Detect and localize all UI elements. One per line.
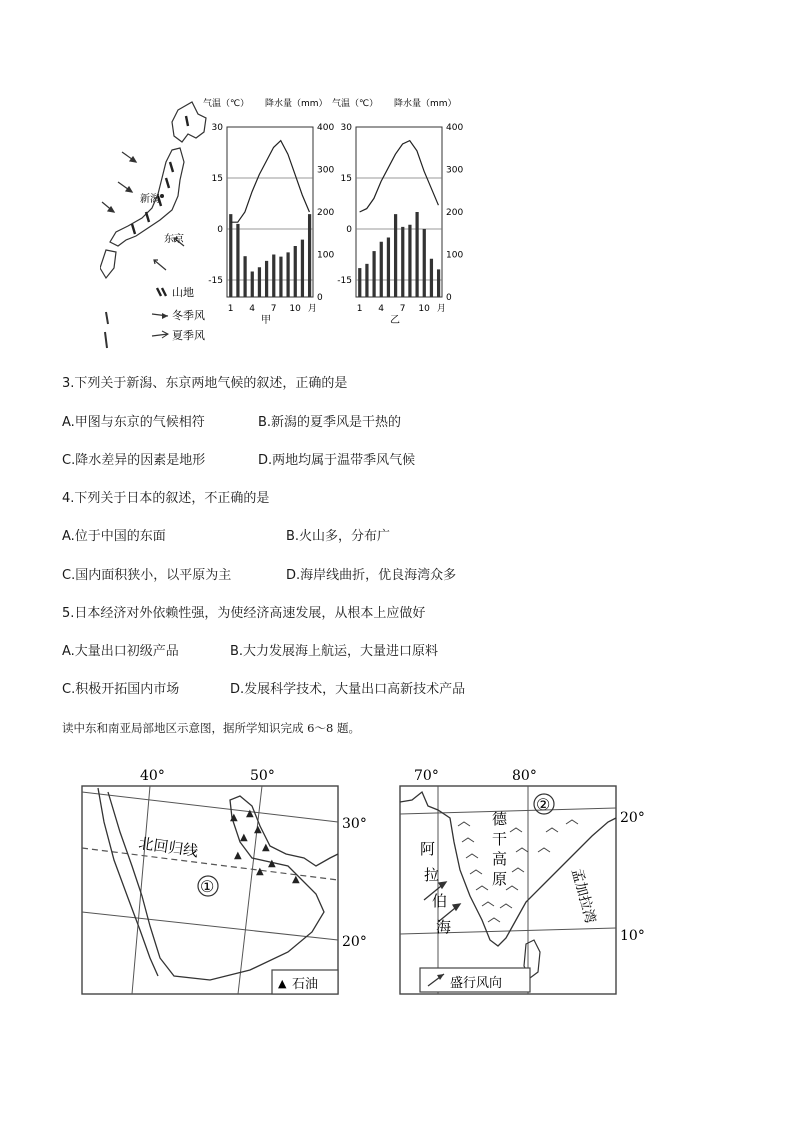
top-figure xyxy=(100,92,480,357)
precip-tick-label: 300 xyxy=(317,165,335,176)
red-sea-coast xyxy=(98,788,158,976)
question-5-stem: 5.日本经济对外依赖性强，为使经济高速发展，从根本上应做好 xyxy=(62,606,426,621)
middle-east-map-svg xyxy=(80,762,380,1002)
precip-bar xyxy=(430,259,433,297)
top-figure-svg xyxy=(100,92,480,357)
question-4-stem: 4.下列关于日本的叙述，不正确的是 xyxy=(62,491,270,506)
chart-title: 甲 xyxy=(261,315,271,326)
deccan-char-1: 德 xyxy=(492,810,508,828)
question-5-option-c[interactable]: C.积极开拓国内市场 xyxy=(62,682,180,697)
wind-legend-label: 盛行风向 xyxy=(450,976,503,991)
precip-tick-label: 0 xyxy=(317,293,323,303)
question-4-option-c[interactable]: C.国内面积狭小，以平原为主 xyxy=(62,568,232,583)
precip-tick-label: 400 xyxy=(446,123,464,133)
precip-bar xyxy=(236,224,239,297)
lat-label-30: 30° xyxy=(342,816,367,832)
precip-bar xyxy=(423,229,426,297)
temp-tick-label: 15 xyxy=(211,174,223,184)
deccan-char-4: 原 xyxy=(492,870,508,888)
question-3-option-b[interactable]: B.新潟的夏季风是干热的 xyxy=(258,415,402,430)
question-5-option-d[interactable]: D.发展科学技术，大量出口高新技术产品 xyxy=(230,682,466,697)
question-3-stem: 3.下列关于新潟、东京两地气候的叙述，正确的是 xyxy=(62,376,348,391)
precip-bar xyxy=(408,225,411,297)
question-3-option-c[interactable]: C.降水差异的因素是地形 xyxy=(62,453,206,468)
precip-bar xyxy=(308,214,311,297)
svg-text:▲: ▲ xyxy=(292,874,300,885)
month-tick-label: 1 xyxy=(227,304,234,314)
month-tick-label: 1 xyxy=(356,304,363,314)
temp-tick-label: 0 xyxy=(346,225,352,235)
temp-tick-label: 30 xyxy=(211,123,223,133)
question-4-option-a[interactable]: A.位于中国的东面 xyxy=(62,529,166,544)
precip-bar xyxy=(358,268,361,297)
lon-label-80: 80° xyxy=(512,768,537,784)
city-tokyo-label: 东京 xyxy=(164,234,184,245)
precip-bar xyxy=(372,251,375,297)
climate-chart-jia xyxy=(203,97,334,326)
bay-of-bengal-label: 孟加拉湾 xyxy=(568,866,599,926)
precip-tick-label: 200 xyxy=(446,208,464,218)
temp-axis-title: 气温（℃） xyxy=(332,99,379,109)
oil-legend-label: 石油 xyxy=(292,977,319,992)
question-4-option-d[interactable]: D.海岸线曲折，优良海湾众多 xyxy=(286,568,457,583)
month-tick-label: 10 xyxy=(289,304,301,314)
temp-tick-label: 30 xyxy=(340,123,352,133)
month-tick-label: 7 xyxy=(270,304,277,314)
svg-text:▲: ▲ xyxy=(262,842,270,853)
month-tick-label: 10 xyxy=(418,304,430,314)
japan-legend xyxy=(152,285,205,342)
precip-bar xyxy=(365,264,368,297)
precip-tick-label: 0 xyxy=(446,293,452,303)
lon-label-50: 50° xyxy=(250,768,275,784)
precip-axis-title: 降水量（mm） xyxy=(394,99,457,109)
south-asia-map xyxy=(398,762,668,1002)
arabian-sea-char-2: 拉 xyxy=(424,866,440,884)
lon-label-70: 70° xyxy=(414,768,439,784)
mountain-legend-icon xyxy=(157,288,161,296)
arabian-sea-char-3: 伯 xyxy=(432,892,448,910)
precip-bar xyxy=(229,214,232,297)
winter-wind-arrows xyxy=(102,152,136,212)
precip-bar xyxy=(380,242,383,297)
question-3-option-a[interactable]: A.甲图与东京的气候相符 xyxy=(62,415,205,430)
svg-text:▲: ▲ xyxy=(240,832,248,843)
svg-text:▲: ▲ xyxy=(254,824,262,835)
chart-frame xyxy=(227,127,313,297)
kyushu-outline xyxy=(100,250,116,278)
region-2-marker: ② xyxy=(536,795,551,814)
precip-bar xyxy=(415,212,418,297)
svg-text:▲: ▲ xyxy=(256,866,264,877)
svg-text:▲: ▲ xyxy=(234,850,242,861)
precip-bar xyxy=(387,238,390,298)
lon-label-40: 40° xyxy=(140,768,165,784)
oil-legend-icon: ▲ xyxy=(278,977,287,990)
precip-bar xyxy=(251,272,254,298)
precip-bar xyxy=(279,257,282,297)
oil-field-markers xyxy=(230,808,300,885)
precip-axis-title: 降水量（mm） xyxy=(265,99,328,109)
svg-text:▲: ▲ xyxy=(230,812,238,823)
figure-intro-text: 读中东和南亚局部地区示意图，据所学知识完成 6～8 题。 xyxy=(62,721,360,735)
month-tick-label: 7 xyxy=(399,304,406,314)
precip-bar xyxy=(243,256,246,297)
legend-summer-wind: 夏季风 xyxy=(172,329,205,342)
region-1-marker: ① xyxy=(200,877,215,896)
month-tick-label: 4 xyxy=(249,304,255,314)
temp-tick-label: -15 xyxy=(208,276,223,286)
lat-label-20: 20° xyxy=(342,934,367,950)
temperature-curve xyxy=(360,141,439,212)
legend-winter-wind: 冬季风 xyxy=(172,309,205,322)
precip-bar xyxy=(286,252,289,297)
temp-tick-label: 15 xyxy=(340,174,352,184)
south-asia-map-svg xyxy=(398,762,668,1002)
month-tick-label: 4 xyxy=(378,304,384,314)
precip-bar xyxy=(258,267,261,297)
precip-bar xyxy=(437,269,440,297)
precip-bar xyxy=(401,227,404,297)
precip-bar xyxy=(301,240,304,297)
tropic-label: 北回归线 xyxy=(137,834,200,861)
lat-label-20: 20° xyxy=(620,810,645,826)
arabian-peninsula-coast xyxy=(108,792,338,980)
precip-bar xyxy=(272,255,275,298)
legend-mountain: 山地 xyxy=(172,286,194,299)
precip-tick-label: 300 xyxy=(446,165,464,176)
precip-bar xyxy=(294,246,297,297)
temp-axis-title: 气温（℃） xyxy=(203,99,250,109)
question-3-option-d[interactable]: D.两地均属于温带季风气候 xyxy=(258,453,416,468)
month-unit-label: 月 xyxy=(436,304,446,314)
temp-tick-label: 0 xyxy=(217,225,223,235)
question-5-option-a[interactable]: A.大量出口初级产品 xyxy=(62,644,179,659)
city-niigata-label: 新潟 xyxy=(140,194,160,205)
niigata-marker xyxy=(160,194,164,198)
precip-bar xyxy=(394,214,397,297)
lat-label-10: 10° xyxy=(620,928,645,944)
climate-chart-yi xyxy=(332,97,463,326)
precip-bar xyxy=(265,261,268,297)
question-4-option-b[interactable]: B.火山多，分布广 xyxy=(286,529,391,544)
question-5-option-b[interactable]: B.大力发展海上航运，大量进口原料 xyxy=(230,644,439,659)
deccan-char-3: 高 xyxy=(492,850,508,868)
precip-tick-label: 200 xyxy=(317,208,335,218)
middle-east-map xyxy=(80,762,380,1002)
precip-tick-label: 400 xyxy=(317,123,335,133)
ryukyu-islands xyxy=(105,312,108,348)
japan-mountains xyxy=(132,116,188,234)
chart-frame xyxy=(356,127,442,297)
hokkaido-outline xyxy=(172,102,206,142)
month-unit-label: 月 xyxy=(307,304,317,314)
chart-title: 乙 xyxy=(390,315,400,326)
temp-tick-label: -15 xyxy=(337,276,352,286)
arabian-sea-char-4: 海 xyxy=(436,918,452,936)
svg-text:▲: ▲ xyxy=(246,808,254,819)
svg-text:▲: ▲ xyxy=(268,858,276,869)
precip-tick-label: 100 xyxy=(446,250,464,261)
temperature-curve xyxy=(231,141,310,223)
precip-tick-label: 100 xyxy=(317,250,335,261)
deccan-char-2: 干 xyxy=(492,830,508,848)
arabian-sea-char-1: 阿 xyxy=(420,840,436,858)
